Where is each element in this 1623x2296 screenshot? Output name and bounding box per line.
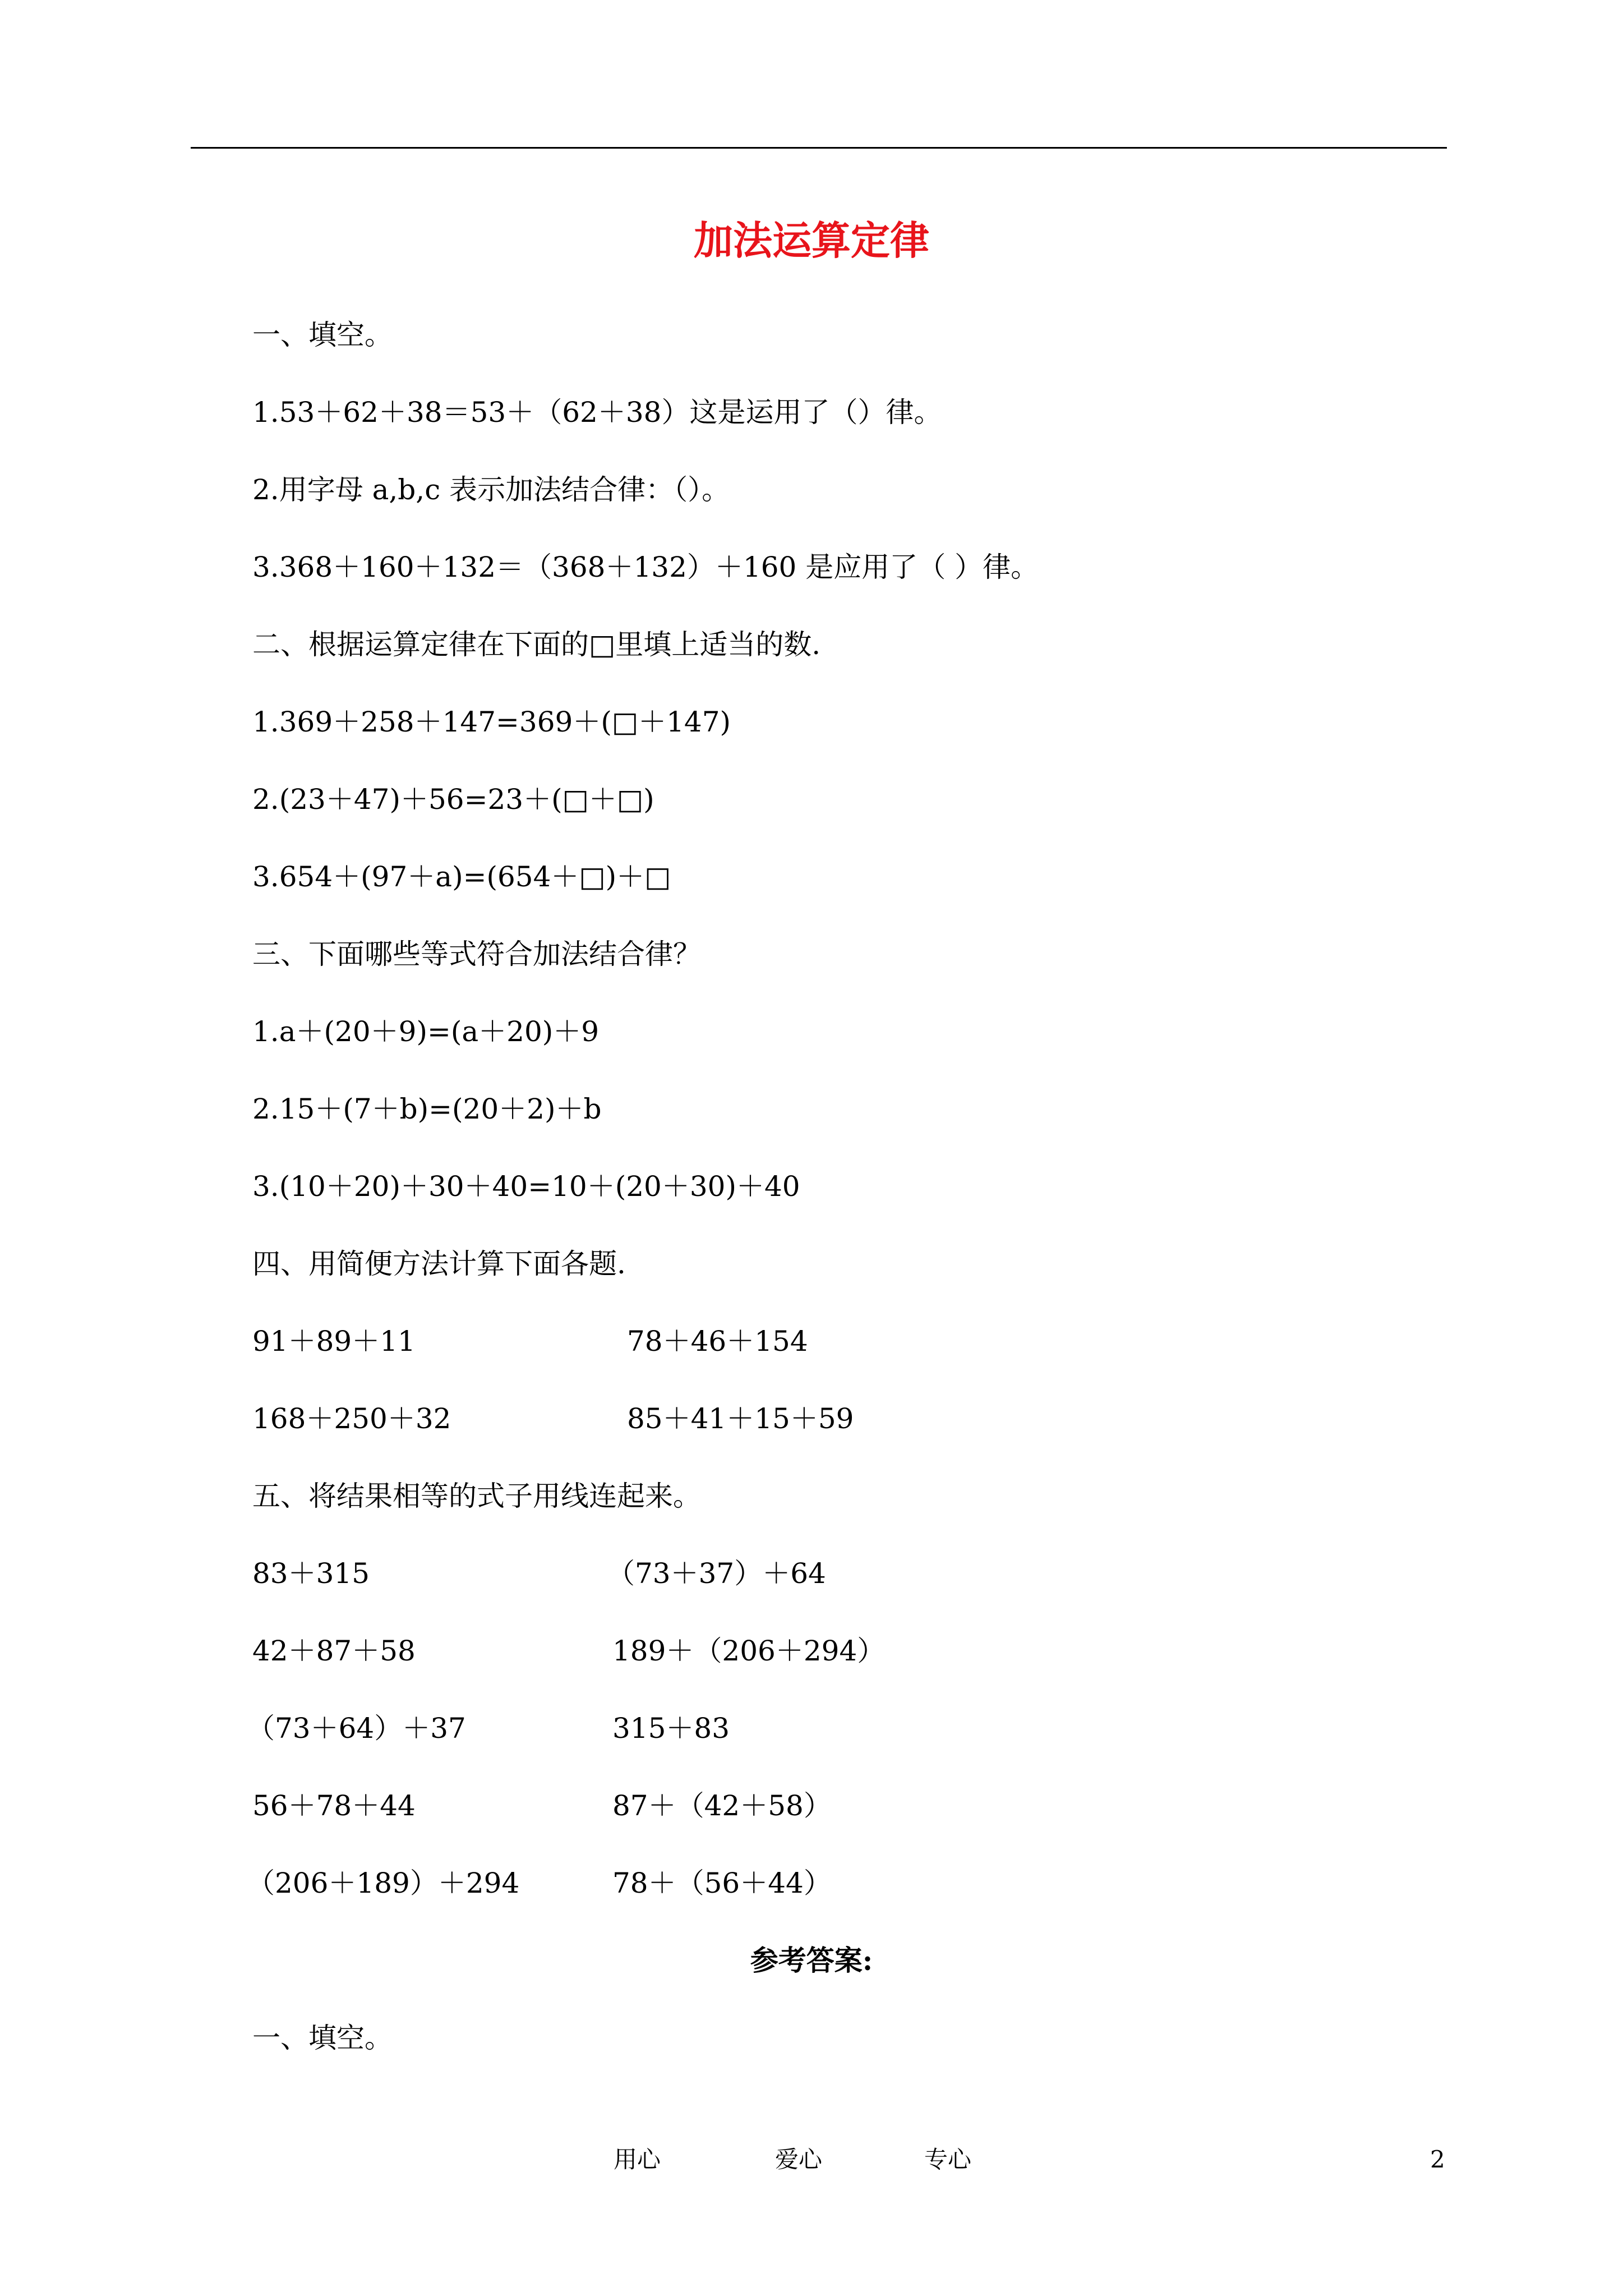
section-1-item-3: 3.368＋160＋132＝（368＋132）＋160 是应用了（ ）律。 [252, 551, 1039, 583]
section-4-row-1-right: 78＋46＋154 [627, 1325, 808, 1358]
header-rule [191, 147, 1447, 149]
section-5-row-4-right: 87＋（42＋58） [612, 1789, 832, 1822]
page-number: 2 [1430, 2146, 1445, 2173]
section-3-heading: 三、下面哪些等式符合加法结合律？ [252, 938, 701, 970]
answers-title: 参考答案: [750, 1944, 873, 1977]
section-5-row-3-right: 315＋83 [612, 1712, 730, 1745]
section-5-heading: 五、将结果相等的式子用线连起来。 [252, 1480, 701, 1512]
answers-heading: 一、填空。 [252, 2022, 393, 2054]
section-5-row-5-right: 78＋（56＋44） [612, 1867, 832, 1899]
section-2-item-1: 1.369＋258＋147=369＋(□＋147) [252, 706, 731, 738]
section-5-row-2-left: 42＋87＋58 [252, 1635, 416, 1667]
section-4-row-2-right: 85＋41＋15＋59 [627, 1402, 854, 1435]
section-1-item-2: 2.用字母 a,b,c 表示加法结合律：（）。 [252, 473, 730, 506]
section-5-row-2-right: 189＋（206＋294） [612, 1635, 886, 1667]
section-4-row-2-left: 168＋250＋32 [252, 1402, 451, 1435]
section-2-item-2: 2.(23＋47)＋56=23＋(□＋□) [252, 783, 654, 816]
section-4-heading: 四、用简便方法计算下面各题. [252, 1248, 626, 1280]
section-5-row-1-right: （73＋37）＋64 [607, 1557, 826, 1590]
section-4-row-1-left: 91＋89＋11 [252, 1325, 416, 1358]
page-title: 加法运算定律 [694, 217, 929, 264]
section-2-heading: 二、根据运算定律在下面的□里填上适当的数. [252, 628, 821, 661]
footer-word-1: 用心 [614, 2146, 661, 2173]
section-1-item-1: 1.53＋62＋38＝53＋（62＋38）这是运用了（）律。 [252, 396, 942, 429]
section-3-item-3: 3.(10＋20)＋30＋40=10＋(20＋30)＋40 [252, 1170, 800, 1203]
footer-word-2: 爱心 [775, 2146, 823, 2173]
section-5-row-5-left: （206＋189）＋294 [247, 1867, 520, 1899]
section-1-heading: 一、填空。 [252, 319, 393, 351]
section-3-item-2: 2.15＋(7＋b)=(20＋2)＋b [252, 1093, 602, 1125]
footer-word-3: 专心 [924, 2146, 972, 2173]
section-3-item-1: 1.a＋(20＋9)=(a＋20)＋9 [252, 1015, 600, 1048]
section-5-row-1-left: 83＋315 [252, 1557, 370, 1590]
section-5-row-3-left: （73＋64）＋37 [247, 1712, 466, 1745]
section-2-item-3: 3.654＋(97＋a)=(654＋□)＋□ [252, 861, 671, 893]
section-5-row-4-left: 56＋78＋44 [252, 1789, 416, 1822]
